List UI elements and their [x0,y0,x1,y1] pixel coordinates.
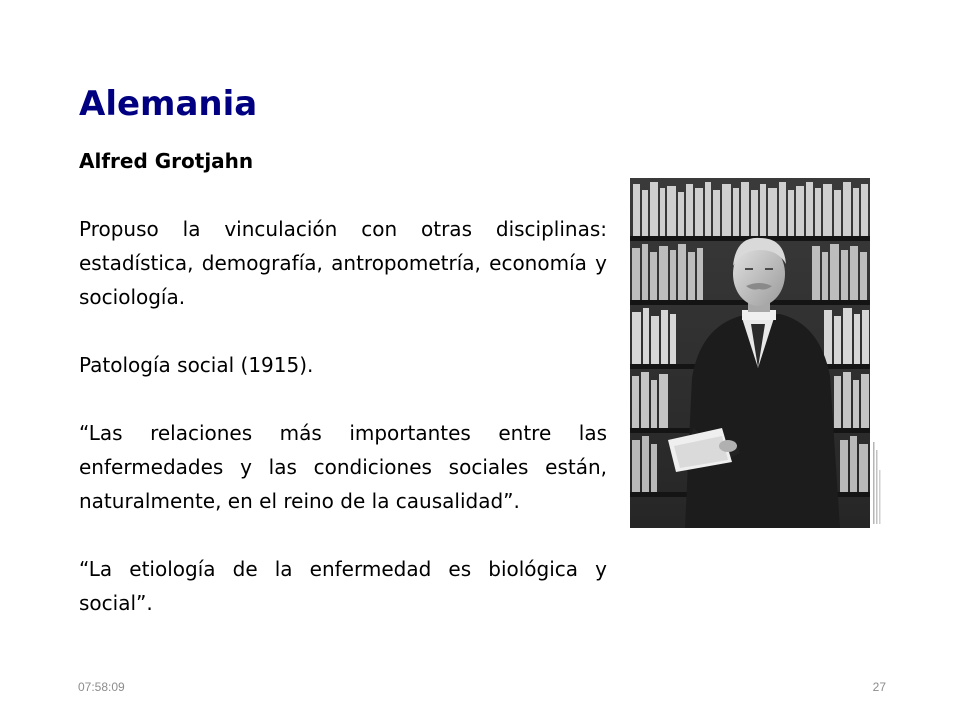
quote-causality: “Las relaciones más importantes entre las enfermedades y las condiciones sociales están, naturalmente, en el reino de la causalidad”. [79,421,607,513]
page-number: 27 [872,680,886,694]
spacer [79,314,607,348]
quote-etiology: “La etiología de la enfermedad es biológica y social”. [79,557,607,615]
paragraph-disciplines: Propuso la vinculación con otras disciplinas: estadística, demografía, antropometría, economía y sociología. [79,217,607,309]
spacer [79,518,607,552]
footer-timestamp: 07:58:09 [78,680,125,694]
slide-body [79,144,607,620]
paragraph-social-pathology: Patología social (1915). [79,353,314,377]
slide-subtitle: Alfred Grotjahn [79,149,254,173]
spacer [79,382,607,416]
spacer [79,178,607,212]
slide-title: Alemania [79,84,258,124]
photo-credit-mark [872,440,882,526]
portrait-photo [630,178,870,528]
